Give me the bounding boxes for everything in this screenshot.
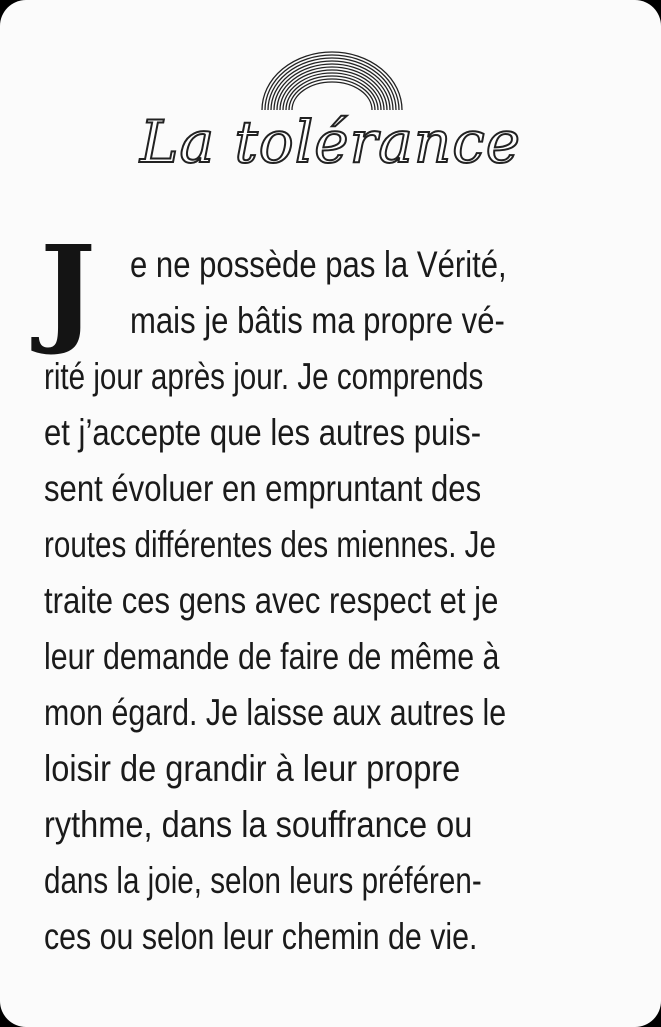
text-line-8: leur demande de faire de même à — [44, 636, 500, 677]
rainbow-arch-icon — [248, 40, 416, 112]
text-line-9: mon égard. Je laisse aux autres le — [44, 692, 507, 733]
text-line-4: et j’accepte que les autres puis- — [44, 412, 482, 453]
text-line-2: mais je bâtis ma propre vé- — [130, 300, 505, 341]
text-line-13: ces ou selon leur chemin de vie. — [44, 916, 478, 957]
text-line-11: rythme, dans la souffrance ou — [44, 804, 473, 845]
text-line-1: e ne possède pas la Vérité, — [130, 244, 507, 285]
text-line-6: routes différentes des miennes. Je — [44, 524, 496, 565]
text-line-3: rité jour après jour. Je comprends — [44, 356, 484, 397]
text-line-10: loisir de grandir à leur propre — [44, 748, 461, 789]
text-line-12: dans la joie, selon leurs préféren- — [44, 860, 482, 901]
text-line-5: sent évoluer en empruntant des — [44, 468, 482, 509]
text-line-7: traite ces gens avec respect et je — [44, 580, 499, 621]
card-title: La tolérance — [139, 108, 522, 176]
drop-cap: J — [40, 219, 96, 358]
